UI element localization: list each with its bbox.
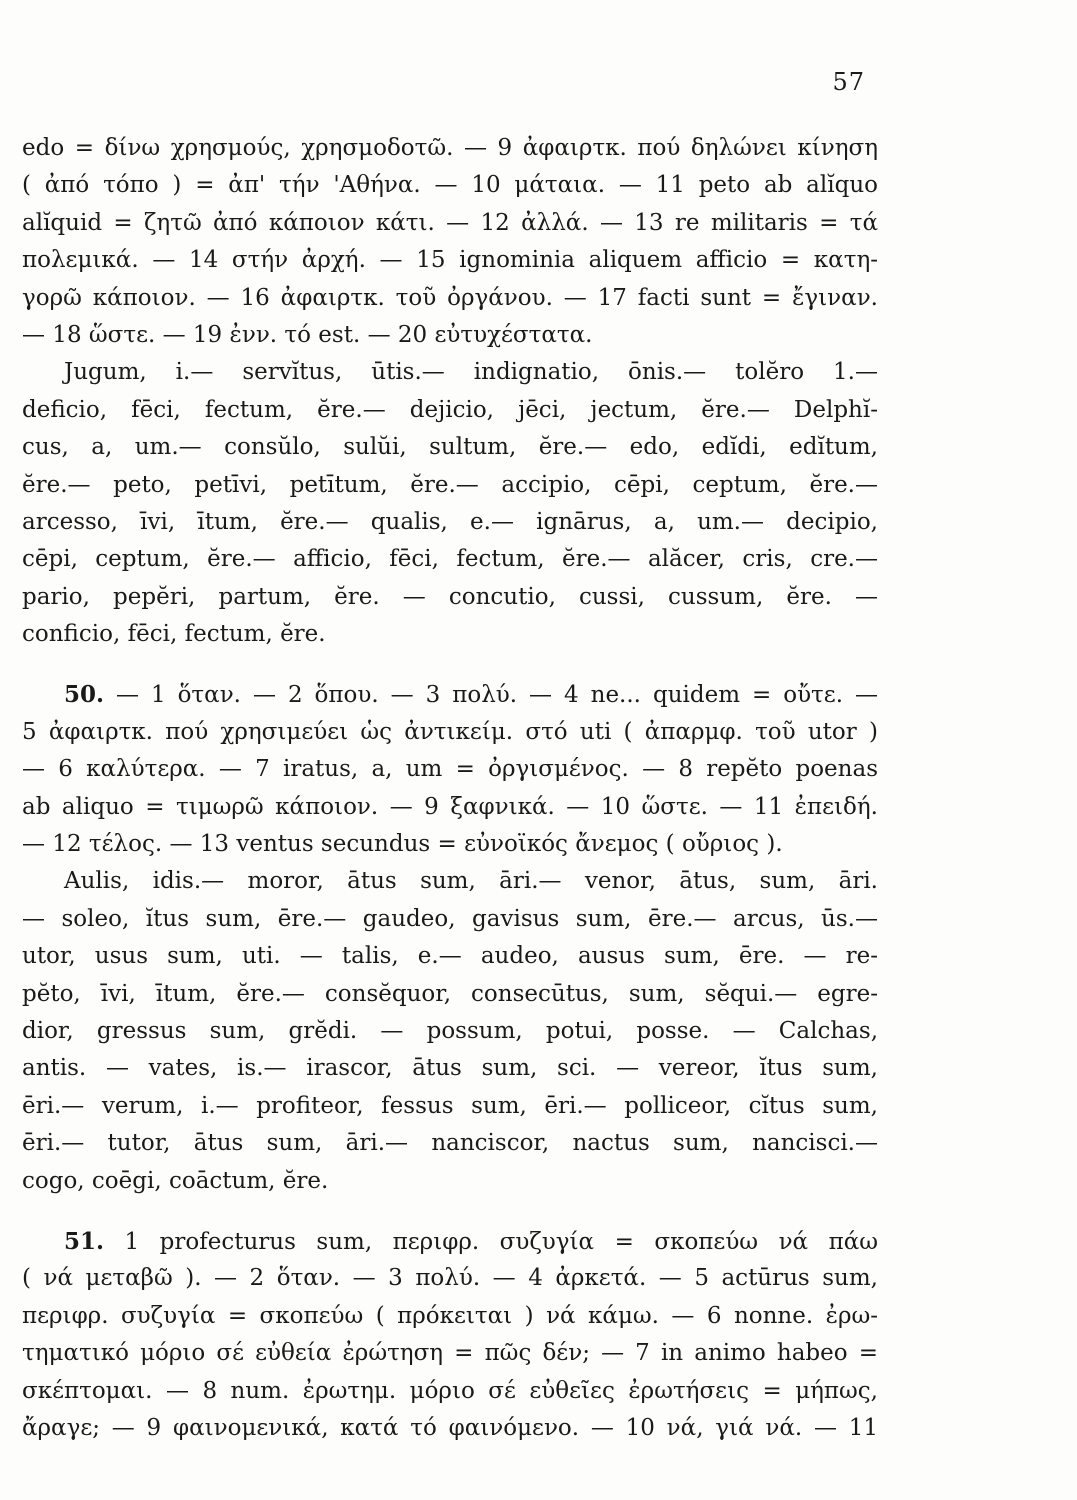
text-line: pario, pepĕri, partum, ĕre. — concutio, cussi, cussum, ĕre. — — [22, 583, 878, 610]
text-line: Jugum, i.— servĭtus, ūtis.— indignatio, ōnis.— tolĕro 1.— — [64, 359, 878, 386]
text-line: περιφρ. συζυγία = σκοπεύω ( πρόκειται ) νά κάμω. — 6 nonne. ἐρω- — [22, 1302, 878, 1329]
text-line: — 18 ὥστε. — 19 ἐνν. τό est. — 20 εὐτυχέστατα. — [22, 321, 593, 348]
notes-51 — [22, 1223, 878, 1447]
section-number: 50. — [64, 681, 105, 709]
text-line-content: 1 profecturus sum, περιφρ. συζυγία = σκοπεύω νά πάω — [104, 1228, 878, 1255]
text-line: πολεμικά. — 14 στήν ἀρχή. — 15 ignominia aliquem afficio = κατη- — [22, 247, 878, 274]
text-line — [22, 1223, 878, 1260]
section-number: 51. — [64, 1227, 105, 1255]
page-number: 57 — [832, 68, 865, 96]
text-line: alĭquid = ζητῶ ἀπό κάποιον κάτι. — 12 ἀλλά. — 13 re militaris = τά — [22, 209, 878, 236]
text-line: γορῶ κάποιον. — 16 ἀφαιρτκ. τοῦ ὀργάνου. — 17 facti sunt = ἔγιναν. — [22, 284, 878, 311]
text-line: ἄραγε; — 9 φαινομενικά, κατά τό φαινόμενο. — 10 νά, γιά νά. — 11 — [22, 1414, 878, 1441]
text-line: — 6 καλύτερα. — 7 iratus, a, um = ὀργισμένος. — 8 repĕto poenas — [22, 756, 878, 783]
text-line: utor, usus sum, uti. — talis, e.— audeo, ausus sum, ēre. — re- — [22, 943, 878, 970]
text-line: — 12 τέλος. — 13 ventus secundus = εὐνοϊκός ἄνεμος ( οὔριος ). — [22, 831, 783, 858]
section-gap — [22, 653, 878, 676]
text-line: 5 ἀφαιρτκ. πού χρησιμεύει ὡς ἀντικείμ. στό uti ( ἀπαρμφ. τοῦ utor ) — [22, 718, 878, 745]
text-line: ēri.— verum, i.— profiteor, fessus sum, ēri.— polliceor, cĭtus sum, — [22, 1092, 878, 1119]
text-line: cogo, coēgi, coāctum, ĕre. — [22, 1167, 329, 1194]
text-line: — soleo, ĭtus sum, ēre.— gaudeo, gavisus sum, ēre.— arcus, ūs.— — [22, 905, 878, 932]
text-line: ĕre.— peto, petīvi, petītum, ĕre.— accipio, cēpi, ceptum, ĕre.— — [22, 471, 878, 498]
text-line-content: — 1 ὅταν. — 2 ὅπου. — 3 πολύ. — 4 ne... quidem = οὔτε. — — [104, 682, 878, 709]
text-line: ēri.— tutor, ātus sum, āri.— nanciscor, nactus sum, nancisci.— — [22, 1130, 878, 1157]
text-line: τηματικό μόριο σέ εὐθεία ἐρώτηση = πῶς δέν; — 7 in animo habeo = — [22, 1340, 878, 1367]
notes-50 — [22, 676, 878, 863]
text-line: dior, gressus sum, grĕdi. — possum, potui, posse. — Calchas, — [22, 1017, 878, 1044]
text-line: pĕto, īvi, ītum, ĕre.— consĕquor, consecūtus, sum, sĕqui.— egre- — [22, 980, 878, 1007]
vocabulary-50 — [22, 863, 878, 1200]
notes-49-continuation — [22, 130, 878, 354]
text-line: antis. — vates, is.— irascor, ātus sum, sci. — vereor, ĭtus sum, — [22, 1055, 878, 1082]
text-line: deficio, fēci, fectum, ĕre.— dejicio, jēci, jectum, ĕre.— Delphĭ- — [22, 396, 878, 423]
text-line — [22, 676, 878, 713]
section-gap — [22, 1200, 878, 1223]
text-line: arcesso, īvi, ītum, ĕre.— qualis, e.— ignārus, a, um.— decipio, — [22, 508, 878, 535]
vocabulary-49 — [22, 354, 878, 653]
text-line: σκέπτομαι. — 8 num. ἐρωτημ. μόριο σέ εὐθεῖες ἐρωτήσεις = μήπως, — [22, 1377, 878, 1404]
text-line: conficio, fēci, fectum, ĕre. — [22, 621, 326, 648]
text-body — [22, 130, 878, 1447]
text-line: cēpi, ceptum, ĕre.— afficio, fēci, fectum, ĕre.— alăcer, cris, cre.— — [22, 546, 878, 573]
text-line: ( ἀπό τόπο ) = ἀπ' τήν 'Αθήνα. — 10 μάταια. — 11 peto ab alĭquo — [22, 172, 878, 199]
text-line: edo = δίνω χρησμούς, χρησμοδοτῶ. — 9 ἀφαιρτκ. πού δηλώνει κίνηση — [22, 135, 878, 161]
text-line: Aulis, idis.— moror, ātus sum, āri.— venor, ātus, sum, āri. — [64, 868, 878, 895]
text-line: ab aliquo = τιμωρῶ κάποιον. — 9 ξαφνικά. — 10 ὥστε. — 11 ἐπειδή. — [22, 793, 878, 820]
text-line: cus, a, um.— consŭlo, sulŭi, sultum, ĕre.— edo, edĭdi, edĭtum, — [22, 434, 878, 461]
text-line: ( νά μεταβῶ ). — 2 ὅταν. — 3 πολύ. — 4 ἀρκετά. — 5 actūrus sum, — [22, 1265, 878, 1292]
